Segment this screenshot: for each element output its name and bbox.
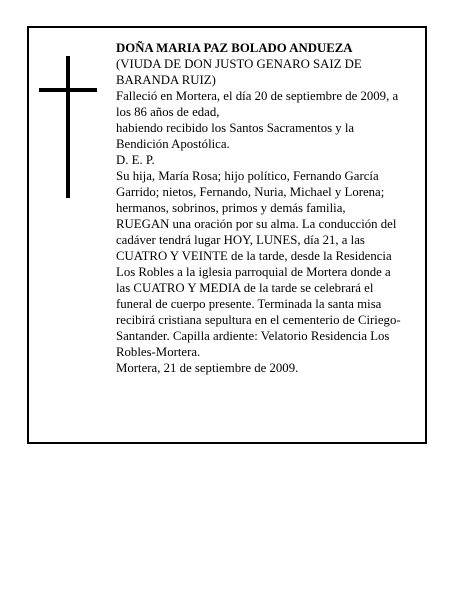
notice-line: Bendición Apostólica. — [116, 137, 230, 151]
cross-vertical-bar — [66, 56, 70, 198]
notice-line: Falleció en Mortera, el día 20 de septiembre de 2009, a — [116, 89, 399, 103]
notice-text — [116, 40, 423, 376]
notice-line: cadáver tendrá lugar HOY, LUNES, día 21, a las — [116, 233, 365, 247]
notice-line: Santander. Capilla ardiente: Velatorio Residencia Los — [116, 329, 390, 343]
cross-icon — [39, 56, 97, 198]
notice-line: habiendo recibido los Santos Sacramentos y la — [116, 121, 355, 135]
notice-line: los 86 años de edad, — [116, 105, 220, 119]
notice-line: funeral de cuerpo presente. Terminada la santa misa — [116, 297, 382, 311]
notice-line: Robles-Mortera. — [116, 345, 201, 359]
notice-line: Garrido; nietos, Fernando, Nuria, Michael y Lorena; — [116, 185, 385, 199]
notice-line: RUEGAN una oración por su alma. La conducción del — [116, 217, 397, 231]
notice-line: BARANDA RUIZ) — [116, 73, 216, 87]
notice-line: hermanos, sobrinos, primos y demás familia, — [116, 201, 346, 215]
notice-line: Los Robles a la iglesia parroquial de Mortera donde a — [116, 265, 391, 279]
notice-line: CUATRO Y VEINTE de la tarde, desde la Residencia — [116, 249, 392, 263]
notice-line: recibirá cristiana sepultura en el cementerio de Ciriego- — [116, 313, 401, 327]
notice-line: (VIUDA DE DON JUSTO GENARO SAIZ DE — [116, 57, 362, 71]
notice-line: Su hija, María Rosa; hijo político, Fernando García — [116, 169, 379, 183]
notice-line: las CUATRO Y MEDIA de la tarde se celebrará el — [116, 281, 374, 295]
notice-line: Mortera, 21 de septiembre de 2009. — [116, 361, 299, 375]
obituary-notice — [27, 26, 427, 444]
notice-line: D. E. P. — [116, 153, 155, 167]
deceased-name: DOÑA MARIA PAZ BOLADO ANDUEZA — [116, 41, 353, 55]
cross-horizontal-bar — [39, 88, 97, 92]
